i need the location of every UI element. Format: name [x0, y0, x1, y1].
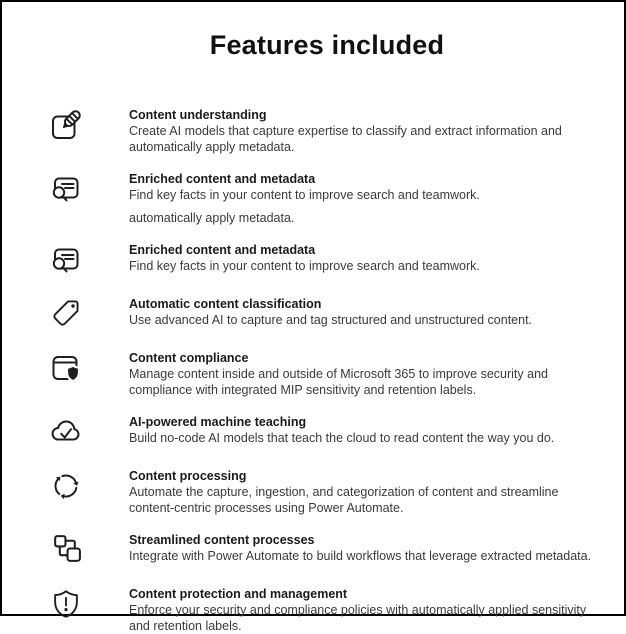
feature-item-content-protection — [48, 586, 606, 634]
feature-title: Enriched content and metadata — [129, 172, 316, 186]
feature-title: Automatic content classification — [129, 297, 322, 311]
feature-item-streamlined-processes — [48, 532, 606, 570]
feature-title: Content protection and management — [129, 587, 348, 601]
feature-title: Content understanding — [129, 108, 267, 122]
feature-description: Automate the capture, ingestion, and categorization of content and streamline content-centric processes using Power Automate. — [129, 485, 559, 515]
page-title: Features included — [209, 30, 445, 60]
document-search-icon — [48, 171, 84, 209]
feature-description: Find key facts in your content to improve search and teamwork. — [129, 259, 480, 273]
feature-item-machine-teaching — [48, 414, 606, 452]
feature-item-content-understanding — [48, 107, 606, 155]
document-search-icon — [48, 242, 84, 280]
feature-item-enriched-content-1 — [48, 171, 606, 226]
feature-description: Create AI models that capture expertise to classify and extract information and automatically apply metadata. — [129, 124, 562, 154]
feature-title: Content compliance — [129, 351, 249, 365]
feature-description: Build no-code AI models that teach the cloud to read content the way you do. — [129, 431, 555, 445]
feature-description: Manage content inside and outside of Microsoft 365 to improve security and compliance with integrated MIP sensitivity and retention labels. — [129, 367, 548, 397]
feature-description: Use advanced AI to capture and tag structured and unstructured content. — [129, 313, 533, 327]
tag-icon — [48, 296, 84, 334]
feature-title: Content processing — [129, 469, 247, 483]
shield-alert-icon — [48, 586, 84, 624]
feature-item-enriched-content-2 — [48, 242, 606, 280]
feature-description: Find key facts in your content to improve search and teamwork. — [129, 188, 480, 202]
window-shield-icon — [48, 350, 84, 388]
feature-title: Streamlined content processes — [129, 533, 315, 547]
feature-list — [48, 107, 606, 634]
cloud-check-icon — [48, 414, 84, 452]
feature-item-content-compliance — [48, 350, 606, 398]
feature-description: Enforce your security and compliance policies with automatically applied sensitivity and retention labels. — [129, 603, 587, 633]
feature-description-extra: automatically apply metadata. — [129, 211, 295, 225]
feature-title: AI-powered machine teaching — [129, 415, 307, 429]
note-pen-icon — [48, 107, 84, 145]
feature-description: Integrate with Power Automate to build workflows that leverage extracted metadata. — [129, 549, 592, 563]
feature-item-content-processing — [48, 468, 606, 516]
feature-item-automatic-classification — [48, 296, 606, 334]
sync-arrows-icon — [48, 468, 84, 506]
feature-title: Enriched content and metadata — [129, 243, 316, 257]
features-page — [2, 2, 624, 634]
flowchart-icon — [48, 532, 84, 570]
